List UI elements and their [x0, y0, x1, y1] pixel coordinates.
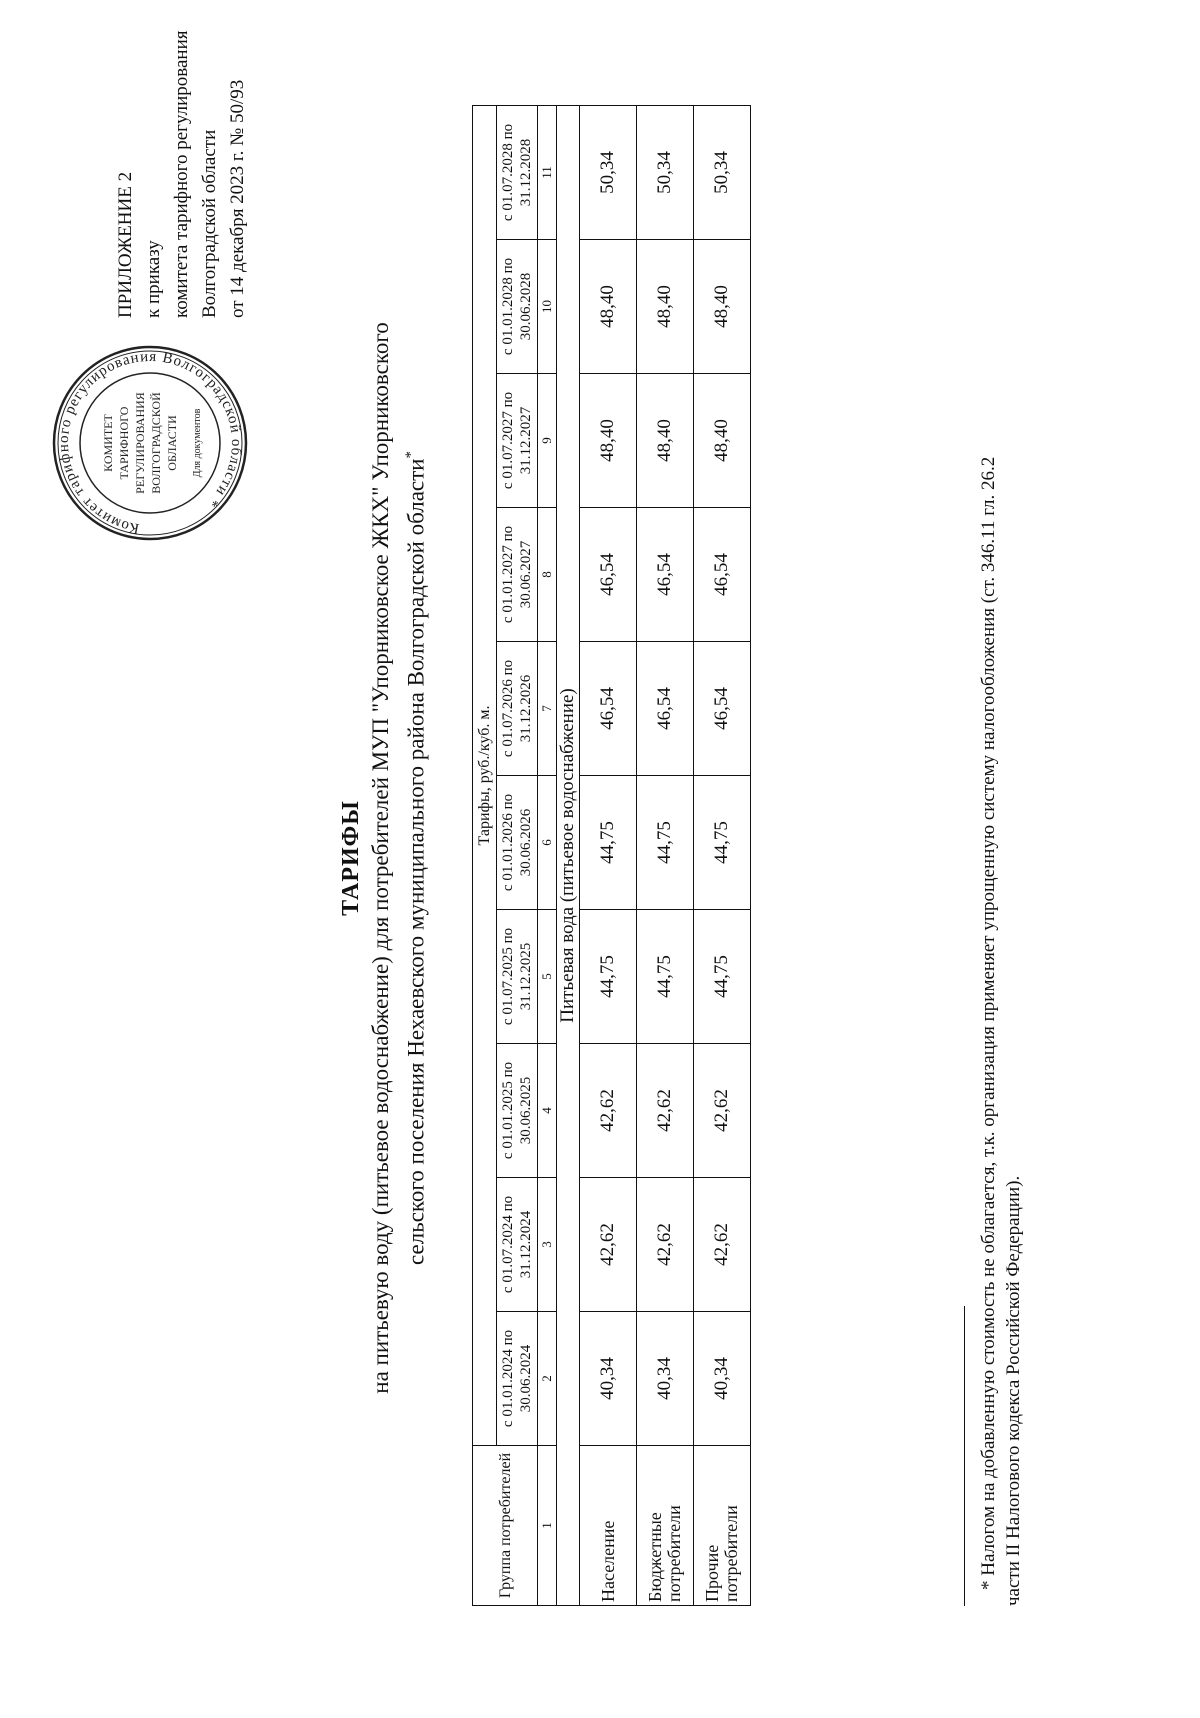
column-number: 8 — [538, 508, 557, 642]
footnote — [976, 66, 1026, 1606]
column-number: 4 — [538, 1044, 557, 1178]
tariff-value: 46,54 — [694, 508, 751, 642]
tariff-value: 48,40 — [694, 374, 751, 508]
seal-inner-line1: КОМИТЕТ — [101, 414, 115, 472]
column-number: 2 — [538, 1312, 557, 1446]
tariff-value: 44,75 — [580, 776, 637, 910]
column-number: 10 — [538, 240, 557, 374]
tariff-value: 40,34 — [580, 1312, 637, 1446]
footnote-line-1: * Налогом на добавленную стоимость не облагается, т.к. организация применяет упрощенную систему налогообложения (ст. 346.11 гл. 26.2 — [978, 456, 999, 1590]
tariff-value: 44,75 — [637, 910, 694, 1044]
tariff-value: 48,40 — [580, 240, 637, 374]
tariff-value: 50,34 — [580, 105, 637, 239]
tariff-table — [472, 105, 751, 1606]
row-label: Население — [580, 1446, 637, 1606]
appendix-label: ПРИЛОЖЕНИЕ 2 — [115, 171, 136, 318]
seal-inner-line5: ОБЛАСТИ — [165, 415, 179, 471]
tariff-value: 44,75 — [580, 910, 637, 1044]
title-line-2 — [396, 118, 432, 1598]
table-row — [694, 105, 751, 1605]
tariffs-header: Тарифы, руб./куб. м. — [473, 105, 497, 1445]
column-number: 3 — [538, 1178, 557, 1312]
committee-name: комитета тарифного регулирования — [171, 30, 192, 318]
tariff-value: 42,62 — [580, 1178, 637, 1312]
group-header: Группа потребителей — [473, 1446, 538, 1606]
tariff-value: 42,62 — [694, 1044, 751, 1178]
tariff-value: 46,54 — [637, 508, 694, 642]
tariff-value: 40,34 — [694, 1312, 751, 1446]
tariff-value: 46,54 — [694, 642, 751, 776]
official-seal — [50, 343, 250, 543]
tariff-value: 48,40 — [637, 374, 694, 508]
period-header: с 01.07.2024 по 31.12.2024 — [497, 1178, 538, 1312]
footnote-line-2: части II Налогового кодекса Российской Федерации). — [1003, 1175, 1024, 1606]
tariff-value: 44,75 — [637, 776, 694, 910]
period-header: с 01.07.2027 по 31.12.2027 — [497, 374, 538, 508]
column-number: 1 — [538, 1446, 557, 1606]
document-title: ТАРИФЫ — [338, 800, 364, 916]
column-number: 7 — [538, 642, 557, 776]
tariff-value: 48,40 — [580, 374, 637, 508]
tariff-value: 42,62 — [637, 1178, 694, 1312]
period-header: с 01.01.2024 по 30.06.2024 — [497, 1312, 538, 1446]
section-title: Питьевая вода (питьевое водоснабжение) — [557, 105, 580, 1605]
period-header: с 01.01.2026 по 30.06.2026 — [497, 776, 538, 910]
footnote-divider — [964, 1306, 965, 1606]
tariff-value: 44,75 — [694, 910, 751, 1044]
period-header: с 01.07.2026 по 31.12.2026 — [497, 642, 538, 776]
approval-block — [112, 0, 252, 318]
title-line-1: на питьевую воду (питьевое водоснабжение) для потребителей МУП "Упорниковское ЖКХ" Упорниковского — [368, 322, 393, 1394]
document-title-block — [336, 118, 432, 1598]
period-header: с 01.07.2028 по 31.12.2028 — [497, 105, 538, 239]
order-reference: к приказу — [143, 240, 164, 318]
row-label: Прочие потребители — [694, 1446, 751, 1606]
tariff-value: 42,62 — [580, 1044, 637, 1178]
seal-inner-line2: ТАРИФНОГО — [117, 406, 131, 480]
tariff-value: 40,34 — [637, 1312, 694, 1446]
tariff-value: 48,40 — [637, 240, 694, 374]
tariff-value: 42,62 — [694, 1178, 751, 1312]
column-number: 6 — [538, 776, 557, 910]
period-header: с 01.01.2027 по 30.06.2027 — [497, 508, 538, 642]
order-date-number: от 14 декабря 2023 г. № 50/93 — [227, 79, 248, 318]
period-header: с 01.01.2025 по 30.06.2025 — [497, 1044, 538, 1178]
tariff-value: 50,34 — [637, 105, 694, 239]
row-label: Бюджетные потребители — [637, 1446, 694, 1606]
tariff-value: 46,54 — [580, 642, 637, 776]
seal-inner-line3: РЕГУЛИРОВАНИЯ — [133, 392, 147, 494]
tariff-value: 42,62 — [637, 1044, 694, 1178]
seal-ring-text: Комитет тарифного регулирования Волгоградской области * — [55, 348, 245, 537]
table-row — [637, 105, 694, 1605]
tariff-value: 48,40 — [694, 240, 751, 374]
section-row — [557, 105, 580, 1605]
table-row — [580, 105, 637, 1605]
header-row-1 — [473, 105, 497, 1605]
column-number: 11 — [538, 105, 557, 239]
column-number: 5 — [538, 910, 557, 1044]
tariff-value: 50,34 — [694, 105, 751, 239]
tariff-value: 46,54 — [637, 642, 694, 776]
region-name: Волгоградской области — [199, 129, 220, 318]
tariff-value: 44,75 — [694, 776, 751, 910]
column-number-row — [538, 105, 557, 1605]
tariff-value: 46,54 — [580, 508, 637, 642]
seal-inner-line4: ВОЛГОГРАДСКОЙ — [149, 392, 163, 494]
title-line-2-text: сельского поселения Нехаевского муниципального района Волгоградской области — [403, 458, 429, 1265]
column-number: 9 — [538, 374, 557, 508]
title-footnote-mark: * — [403, 451, 419, 459]
header-row-2 — [497, 105, 538, 1605]
period-header: с 01.01.2028 по 30.06.2028 — [497, 240, 538, 374]
period-header: с 01.07.2025 по 31.12.2025 — [497, 910, 538, 1044]
seal-inner-line6: Для документов — [192, 408, 203, 478]
